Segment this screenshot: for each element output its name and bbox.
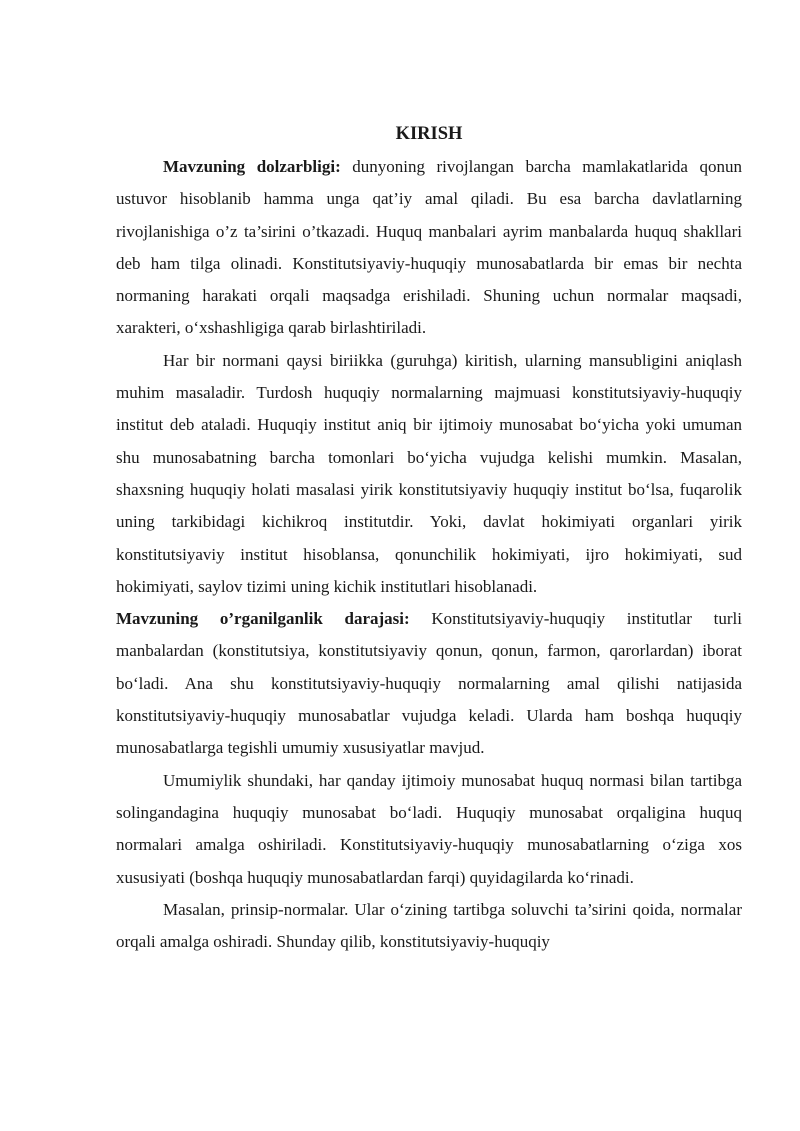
paragraph-example: [116, 894, 742, 959]
paragraph-text: Umumiylik shundaki, har qanday ijtimoiy munosabat huquq normasi bilan tartibga solingandagina huquqiy munosabat bo‘ladi. Huquqiy munosabat orqaligina huquq normalari amalga oshiriladi. Konstitutsiyaviy-huquqiy munosabatlarning o‘ziga xos xususiyati (boshqa huquqiy munosabatlardan farqi) quyidagilarda ko‘rinadi.: [116, 770, 742, 887]
paragraph-commonality: [116, 765, 742, 894]
paragraph-study-level: [116, 603, 742, 764]
paragraph-heading: Mavzuning o’rganilganlik darajasi:: [116, 609, 410, 629]
document-page: [116, 118, 742, 958]
paragraph-norms-grouping: [116, 345, 742, 603]
paragraph-text: Masalan, prinsip-normalar. Ular o‘zining tartibga soluvchi ta’sirini qoida, normalar orqali amalga oshiradi. Shunday qilib, konstitutsiyaviy-huquqiy: [116, 899, 742, 952]
page-title: KIRISH: [395, 124, 463, 144]
paragraph-heading: Mavzuning dolzarbligi:: [163, 157, 341, 176]
paragraph-text: Har bir normani qaysi biriikka (guruhga) kiritish, ularning mansubligini aniqlash muhim masaladir. Turdosh huquqiy normalarning majmuasi konstitutsiyaviy-huquqiy institut deb ataladi. Huquqiy institut aniq bir ijtimoiy munosabat bo‘yicha yoki umuman shu munosabatning barcha tomonlari bo‘yicha vujudga kelishi mumkin. Masalan, shaxsning huquqiy holati masalasi yirik konstitutsiyaviy huquqiy institut bo‘lsa, fuqarolik uning tarkibidagi kichikroq institutdir. Yoki, davlat hokimiyati organlari yirik konstitutsiyaviy institut hisoblansa, qonunchilik hokimiyati, ijro hokimiyati, sud hokimiyati, saylov tizimi uning kichik institutlari hisoblanadi.: [116, 350, 742, 596]
paragraph-relevance: [116, 151, 742, 345]
paragraph-text: Konstitutsiyaviy-huquqiy institutlar turli manbalardan (konstitutsiya, konstitutsiyaviy qonun, qonun, farmon, qarorlardan) iborat bo‘ladi. Ana shu konstitutsiyaviy-huquqiy normalarning amal qilishi natijasida konstitutsiyaviy-huquqiy munosabatlar vujudga keladi. Ularda ham boshqa huquqiy munosabatlarga tegishli umumiy xususiyatlar mavjud.: [116, 609, 742, 758]
paragraph-text: dunyoning rivojlangan barcha mamlakatlarida qonun ustuvor hisoblanib hamma unga qat’iy amal qiladi. Bu esa barcha davlatlarning rivojlanishiga o’z ta’sirini o’tkazadi. Huquq manbalari ayrim manbalarda huquq shakllari deb ham tilga olinadi. Konstitutsiyaviy-huquqiy munosabatlarda bir emas bir nechta normaning harakati orqali maqsadga erishiladi. Shuning uchun normalar maqsadi, xarakteri, o‘xshashligiga qarab birlashtiriladi.: [116, 157, 742, 338]
